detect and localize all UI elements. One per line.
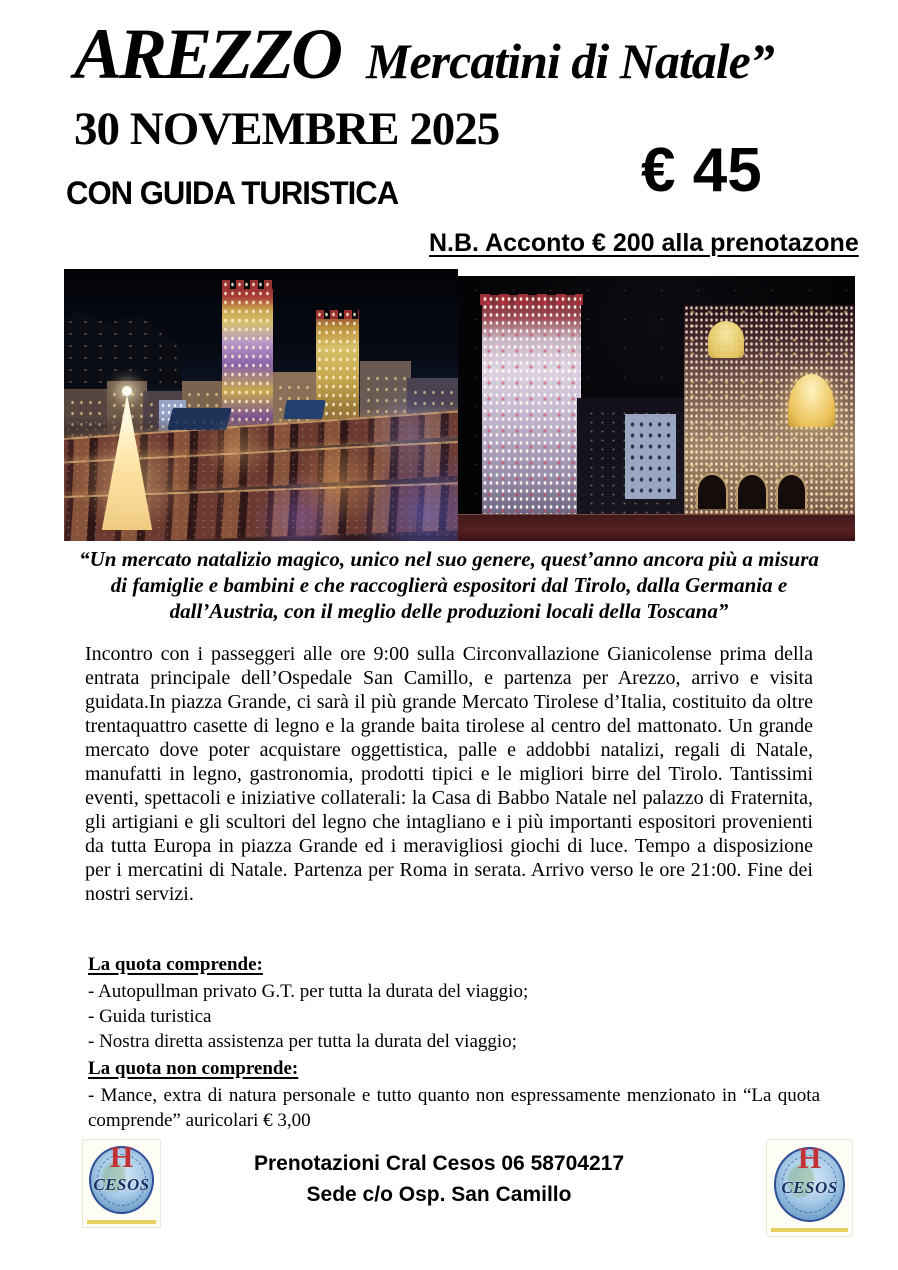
trip-date: 30 NOVEMBRE 2025 xyxy=(74,103,500,155)
includes-item: - Nostra diretta assistenza per tutta la durata del viaggio; xyxy=(88,1031,517,1052)
cesos-h-mark: H xyxy=(109,1141,134,1175)
cesos-logo-left xyxy=(82,1139,161,1228)
cesos-wordmark: CESOS xyxy=(781,1178,838,1198)
cesos-logo-right xyxy=(766,1139,853,1237)
includes-item: - Autopullman privato G.T. per tutta la durata del viaggio; xyxy=(88,981,529,1002)
market-roofs xyxy=(458,514,855,542)
arch-window xyxy=(776,473,808,509)
projected-tower xyxy=(482,295,581,541)
excludes-section xyxy=(88,1056,820,1133)
booking-info xyxy=(189,1148,689,1210)
lit-facade xyxy=(625,414,677,499)
light-emblem xyxy=(708,321,744,358)
logo-gold-bar xyxy=(87,1220,156,1224)
cesos-h-mark: H xyxy=(797,1141,822,1175)
page-subtitle: Mercatini di Natale” xyxy=(366,33,774,89)
includes-item: - Guida turistica xyxy=(88,1006,212,1027)
logo-gold-bar xyxy=(771,1228,848,1232)
promo-quote: “Un mercato natalizio magico, unico nel suo genere, quest’anno ancora più a misura di famiglie e bambini e che raccoglierà espositori dal Tirolo, dalla Germania e dall’Austria, con il meglio delle produzioni locali della Toscana” xyxy=(79,547,819,623)
header-title-row xyxy=(74,14,874,94)
page-title: AREZZO xyxy=(74,14,341,94)
booking-address-line: Sede c/o Osp. San Camillo xyxy=(306,1183,572,1206)
excludes-heading: La quota non comprende: xyxy=(88,1058,299,1079)
guide-note: CON GUIDA TURISTICA xyxy=(66,175,399,211)
light-glow-overlay xyxy=(64,269,458,541)
arch-window xyxy=(736,473,768,509)
cesos-wordmark: CESOS xyxy=(93,1174,150,1194)
includes-heading: La quota comprende: xyxy=(88,954,263,975)
photo-strip xyxy=(64,269,855,541)
photo-light-projections xyxy=(458,276,855,541)
deposit-note: N.B. Acconto € 200 alla prenotazone xyxy=(429,229,859,257)
booking-phone-line: Prenotazioni Cral Cesos 06 58704217 xyxy=(253,1152,625,1175)
includes-section xyxy=(88,952,820,1054)
excludes-item: - Mance, extra di natura personale e tutto quanto non espressamente menzionato in “La quota comprende” auricolari € 3,00 xyxy=(88,1085,820,1131)
itinerary-paragraph: Incontro con i passeggeri alle ore 9:00 sulla Circonvallazione Gianicolense prima della entrata principale dell’Ospedale San Camillo, e partenza per Arezzo, arrivo e visita guidata.In piazza Grande, ci sarà il più grande Mercato Tirolese d’Italia, costituito da oltre trentaquattro casette di legno e la grande baita tirolese al centro del mattonato. Un grande mercato dove poter acquistare oggettistica, palle e addobbi natalizi, regali di Natale, manufatti in legno, gastronomia, prodotti tipici e le migliori birre del Tirolo. Tantissimi eventi, spettacoli e iniziative collaterali: la Casa di Babbo Natale nel palazzo di Fraternita, gli artigiani e gli scultori del legno che intagliano e i più importanti espositori provenienti da tutta Europa in piazza Grande ed i meravigliosi giochi di luce. Tempo a disposizione per i mercatini di Natale. Partenza per Roma in serata. Arrivo verso le ore 21:00. Fine dei nostri servizi. xyxy=(85,643,813,905)
arch-window xyxy=(696,473,728,509)
price-label: € 45 xyxy=(641,136,762,205)
photo-piazza-grande-market xyxy=(64,269,458,541)
